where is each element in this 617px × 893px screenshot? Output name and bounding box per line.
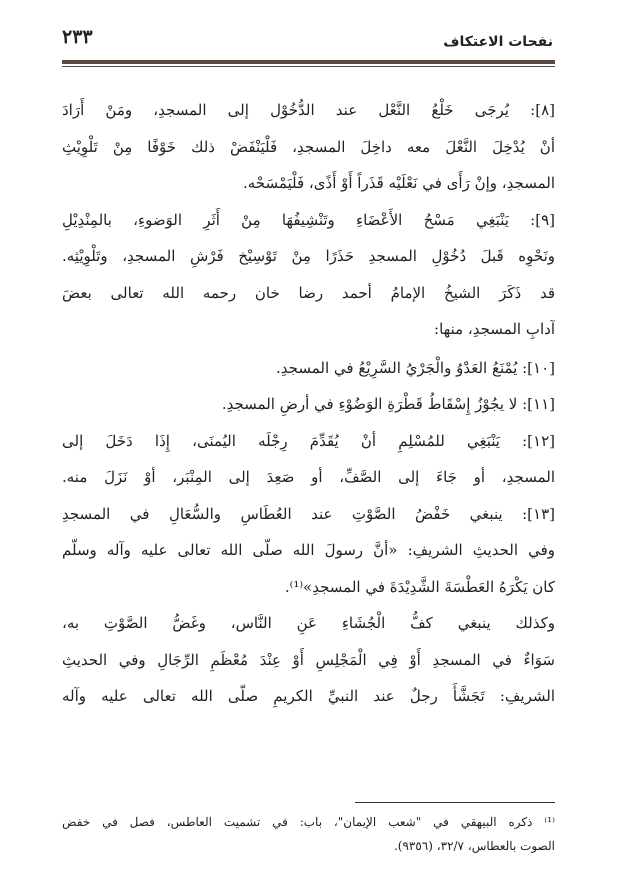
text-line: قد ذَكَرَ الشيخُ الإمامُ أحمد رضا خان رحمه الله تعالى بعضَ	[62, 283, 555, 302]
footnote-line: الصوت بالعطاس، ٣٢/٧، (٩٣٥٦).	[393, 839, 555, 853]
running-title: نفحات الاعتكاف	[443, 34, 553, 50]
text-line: المسجدِ، وإنْ رَأَى في نَعْلَيْه قَذَراً أَوْ أَذًى، فَلْيَمْسَحْه.	[242, 174, 555, 192]
text-line: وكذلك ينبغي كفُّ الْجُشَاءِ عَنِ النَّاس، وغَضُّ الصَّوْتِ به،	[62, 614, 555, 632]
header-rule-thin	[62, 66, 555, 67]
text-line: ونَحْوِه قَبلَ دُخُوْلِ المسجدِ حَذَرًا مِنْ تَوْسِيْخ فَرْشِ المسجدِ، وتَلْوِيْثِه.	[62, 247, 555, 265]
footnote-separator	[355, 802, 555, 803]
text-line: المسجدِ، أو جَاءَ إلى الصَّفِّ، أو صَعِدَ إلى المِنْبَر، أوْ نَزَلَ منه.	[62, 468, 555, 486]
text-line: [٩]: يَنْبَغِي مَسْحُ الأَعْضَاءِ وتَنْشِيفُهَا مِنْ أَثَرِ الوَضوءِ، بالمِنْدِيْلِ	[62, 210, 555, 229]
text-line: أنْ يُدْخِلَ النَّعْلَ معه داخِلَ المسجدِ، فَلْيَنْفَضْ ذلك خَوْفًا مِنْ تَلْوِيْثِ	[62, 137, 555, 156]
footnote	[62, 810, 555, 858]
page-number: ٢٣٣	[62, 26, 93, 48]
text-line: سَوَاءٌ في المسجدِ أَوْ فِي الْمَجْلِسِ أَوْ عِنْدَ مُعْظَمِ الرِّجَالِ وفي الحديثِ	[62, 650, 555, 669]
text-line: كان يَكْرَهُ العَطْسَةَ الشَّدِيْدَةَ في المسجدِ»⁽¹⁾.	[284, 577, 555, 596]
header-rule-thick	[62, 60, 555, 64]
text-line: [١٣]: ينبغي خَفْضُ الصَّوْتِ عند العُطَاسِ والسُّعَالِ في المسجدِ	[62, 504, 555, 523]
text-line: [١٠]: يُمْنَعُ العَدْوُ والْجَرْيُ السَّرِيْعُ في المسجدِ.	[276, 358, 555, 377]
page-header	[62, 22, 555, 56]
text-line: [٨]: يُرجَى خَلْعُ النَّعْل عند الدُّخُوْل إلى المسجدِ، ومَنْ أَرَادَ	[62, 101, 555, 119]
text-line: آدابِ المسجدِ، منها:	[434, 320, 555, 338]
text-line: وفي الحديثِ الشريفِ: «أنَّ رسولَ الله صلّى الله تعالى عليه وآله وسلّم	[62, 541, 555, 559]
body-text	[62, 92, 555, 715]
footnote-line: ⁽¹⁾ ذكره البيهقي في "شعب الإيمان"، باب: في تشميت العاطس، فصل في خفض	[62, 815, 555, 829]
text-line: [١٢]: يَنْبَغِي للمُسْلِمِ أنْ يُقَدِّمَ رِجْلَه اليُمنَى، إِذَا دَخَلَ إلى	[62, 431, 555, 450]
text-line: الشريفِ: تَجَشَّأَ رجلٌ عند النبيِّ الكريمِ صلّى الله تعالى عليه وآله	[62, 687, 555, 705]
text-line: [١١]: لا يجُوْزُ إِسْقَاطُ قَطْرَةِ الوَضُوْءِ في أرضِ المسجدِ.	[221, 395, 555, 413]
